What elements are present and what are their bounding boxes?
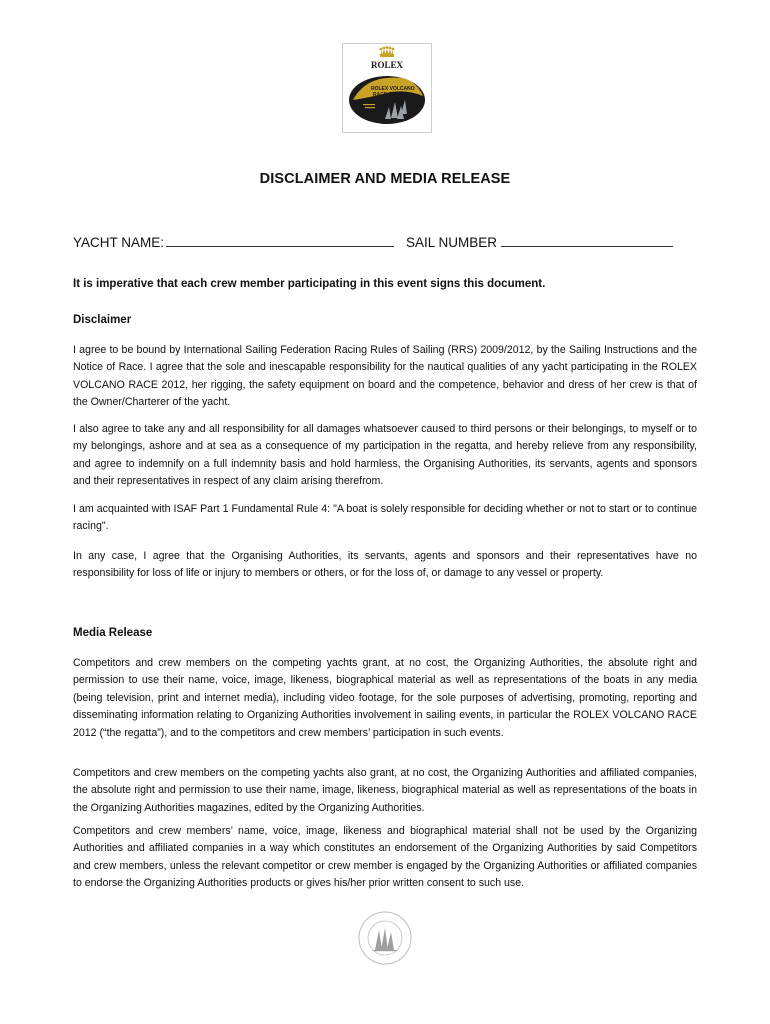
svg-text:ROLEX: ROLEX (370, 60, 404, 70)
event-logo (342, 43, 432, 133)
svg-text:ROLEX VOLCANO: ROLEX VOLCANO (371, 86, 415, 92)
association-seal (357, 910, 413, 966)
yacht-name-field[interactable] (166, 233, 394, 247)
disclaimer-paragraph: I also agree to take any and all responsibility for all damages whatsoever caused to third persons or their belongings, to myself or to my belongings, ashore and at sea as a consequence of my participation in the regatta, and hereby relieve from any responsibility, and agree to indemnify on a full indemnity basis and hold harmless, the Organising Authorities, its servants, agents and sponsors and their representatives in respect of any claim arising therefrom. (73, 423, 697, 488)
media-release-heading: Media Release (73, 627, 153, 639)
media-release-paragraph: Competitors and crew members on the competing yachts grant, at no cost, the Organizing Authorities, the absolute right and permission to use their name, voice, image, likeness, biographical material as well as representations of the boats in any media (being television, print and internet media), including video footage, for the sole purposes of advertising, promoting, reporting and disseminating information relating to Organizing Authorities involvement in sailing events, in particular the ROLEX VOLCANO RACE 2012 (“the regatta”), and to the competitors and crew members’ participation in such events. (73, 657, 697, 739)
maxi-association-seal-icon (357, 910, 413, 966)
yacht-info-row (73, 233, 673, 250)
disclaimer-heading: Disclaimer (73, 314, 132, 326)
yacht-name-label: YACHT NAME: (73, 235, 165, 250)
svg-text:RACE 2012: RACE 2012 (373, 92, 400, 98)
document-title: DISCLAIMER AND MEDIA RELEASE (259, 171, 511, 187)
disclaimer-paragraph: I agree to be bound by International Sailing Federation Racing Rules of Sailing (RRS) 2009/2012, by the Sailing Instructions and the Notice of Race. I agree that the sole and inescapable responsibility for the nautical qualities of any yacht participating in the ROLEX VOLCANO RACE 2012, her rigging, the safety equipment on board and the competence, behavior and dress of her crew is that of the Owner/Charterer of the yacht. (73, 344, 697, 409)
imperative-notice: It is imperative that each crew member participating in this event signs this document. (73, 278, 546, 290)
media-release-paragraph: Competitors and crew members’ name, voice, image, likeness and biographical material shall not be used by the Organizing Authorities and affiliated companies in a way which constitutes an endorsement of the Organizing Authorities by said Competitors and crew members, unless the relevant competitor or crew member is engaged by the Organizing Authorities or affiliated companies to endorse the Organizing Authorities products or gives his/her prior written consent to such use. (73, 825, 697, 890)
disclaimer-paragraph: I am acquainted with ISAF Part 1 Fundamental Rule 4: "A boat is solely responsible for deciding whether or not to start or to continue racing". (73, 503, 697, 533)
media-release-paragraph: Competitors and crew members on the competing yachts also grant, at no cost, the Organizing Authorities and affiliated companies, the absolute right and permission to use their name, image, likeness, biographical material as well as representations of the boats in the Organizing Authorities magazines, edited by the Organizing Authorities. (73, 767, 697, 814)
sail-number-label: SAIL NUMBER (406, 235, 498, 250)
rolex-crown-icon (343, 44, 431, 132)
disclaimer-paragraph: In any case, I agree that the Organising Authorities, its servants, agents and sponsors and their representatives have no responsibility for loss of life or injury to members or others, or for the loss of, or damage to any vessel or property. (73, 550, 697, 580)
sail-number-field[interactable] (501, 233, 673, 247)
